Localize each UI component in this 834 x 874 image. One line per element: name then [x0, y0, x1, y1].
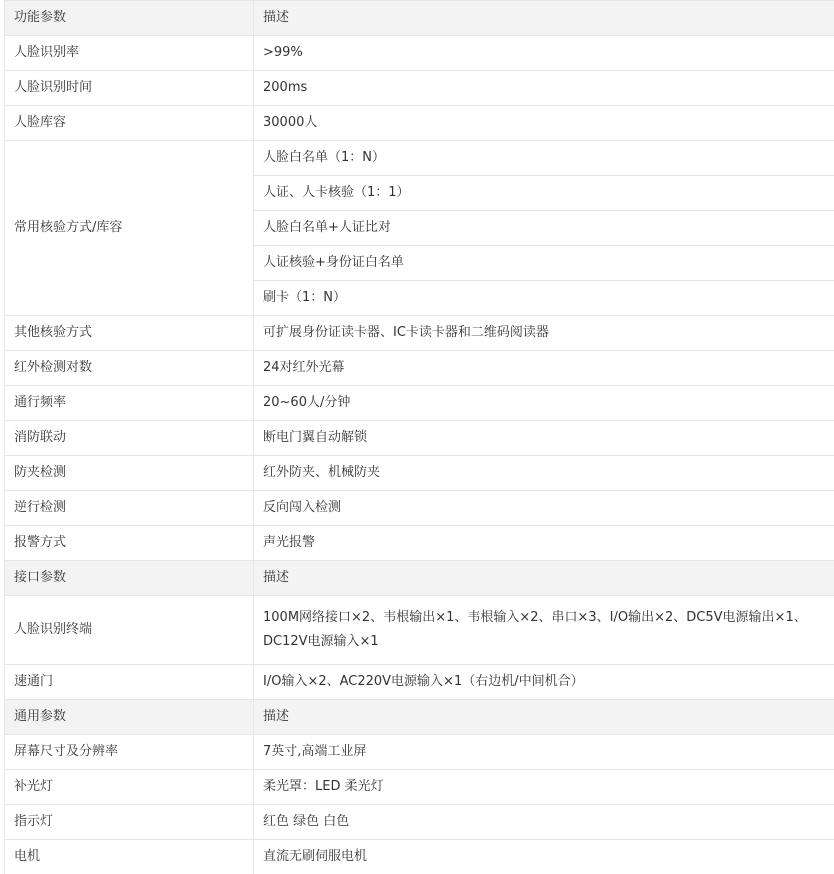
param-label: 人脸库容	[5, 106, 254, 141]
table-row	[5, 421, 834, 456]
param-value: >99%	[254, 36, 834, 71]
param-value: 可扩展身份证读卡器、IC卡读卡器和二维码阅读器	[254, 316, 834, 351]
param-value: 100M网络接口×2、韦根输出×1、韦根输入×2、串口×3、I/O输出×2、DC5V电源输出×1、DC12V电源输入×1	[254, 596, 834, 665]
section-header-function	[5, 1, 834, 36]
param-value: 直流无刷伺服电机	[254, 840, 834, 874]
table-row	[5, 106, 834, 141]
table-row	[5, 351, 834, 386]
table-row	[5, 735, 834, 770]
table-row	[5, 596, 834, 665]
table-row	[5, 141, 834, 176]
param-value: 24对红外光幕	[254, 351, 834, 386]
table-row	[5, 71, 834, 106]
param-label: 人脸识别时间	[5, 71, 254, 106]
param-value: 20~60人/分钟	[254, 386, 834, 421]
param-label: 人脸识别终端	[5, 596, 254, 665]
header-label: 接口参数	[5, 561, 254, 596]
param-label: 人脸识别率	[5, 36, 254, 71]
table-row	[5, 770, 834, 805]
param-label: 速通门	[5, 665, 254, 700]
table-row	[5, 316, 834, 351]
param-value: I/O输入×2、AC220V电源输入×1（右边机/中间机合）	[254, 665, 834, 700]
param-label: 补光灯	[5, 770, 254, 805]
param-value: 声光报警	[254, 526, 834, 561]
header-label: 功能参数	[5, 1, 254, 36]
param-value: 30000人	[254, 106, 834, 141]
table-row	[5, 805, 834, 840]
section-header-interface	[5, 561, 834, 596]
param-label: 通行频率	[5, 386, 254, 421]
param-value: 人证核验+身份证白名单	[254, 246, 834, 281]
table-row	[5, 665, 834, 700]
param-value: 人脸白名单（1：N）	[254, 141, 834, 176]
param-value: 反向闯入检测	[254, 491, 834, 526]
spec-table	[4, 0, 834, 874]
param-label: 防夹检测	[5, 456, 254, 491]
param-value: 红外防夹、机械防夹	[254, 456, 834, 491]
param-value: 刷卡（1：N）	[254, 281, 834, 316]
param-value: 200ms	[254, 71, 834, 106]
param-label: 其他核验方式	[5, 316, 254, 351]
param-label: 消防联动	[5, 421, 254, 456]
param-value: 7英寸,高端工业屏	[254, 735, 834, 770]
param-value: 红色 绿色 白色	[254, 805, 834, 840]
header-label: 通用参数	[5, 700, 254, 735]
param-label: 逆行检测	[5, 491, 254, 526]
param-label-merged: 常用核验方式/库容	[5, 141, 254, 316]
param-label: 屏幕尺寸及分辨率	[5, 735, 254, 770]
table-row	[5, 491, 834, 526]
param-value: 人脸白名单+人证比对	[254, 211, 834, 246]
header-desc: 描述	[254, 1, 834, 36]
table-row	[5, 36, 834, 71]
param-label: 指示灯	[5, 805, 254, 840]
header-desc: 描述	[254, 561, 834, 596]
param-value: 柔光罩：LED 柔光灯	[254, 770, 834, 805]
table-row	[5, 526, 834, 561]
param-value: 断电门翼自动解锁	[254, 421, 834, 456]
param-label: 报警方式	[5, 526, 254, 561]
table-row	[5, 456, 834, 491]
header-desc: 描述	[254, 700, 834, 735]
section-header-general	[5, 700, 834, 735]
param-label: 红外检测对数	[5, 351, 254, 386]
param-label: 电机	[5, 840, 254, 874]
table-row	[5, 386, 834, 421]
param-value: 人证、人卡核验（1：1）	[254, 176, 834, 211]
